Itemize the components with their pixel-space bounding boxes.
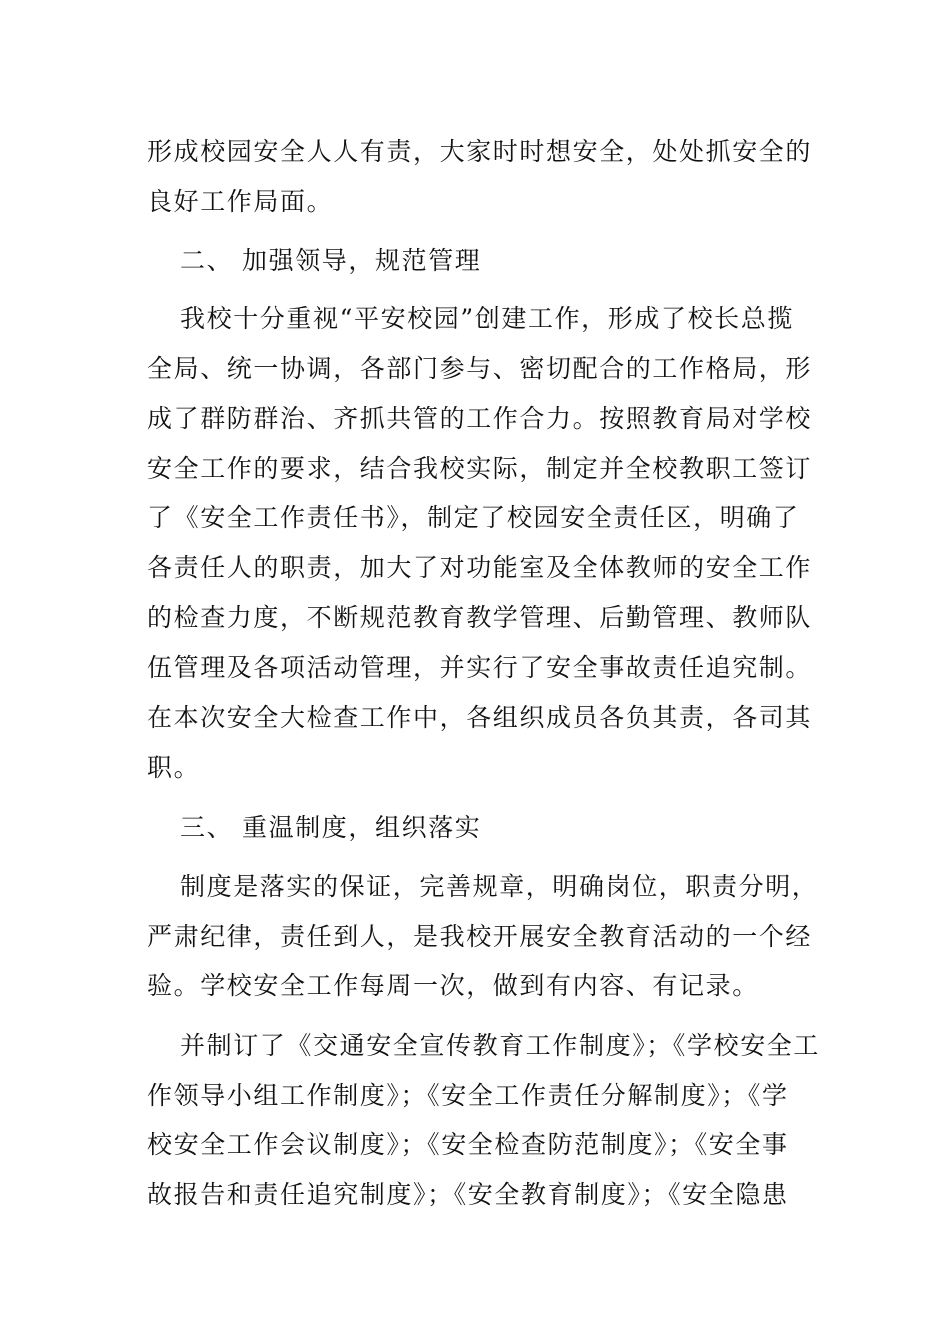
paragraph-line: 的检查力度，不断规范教育教学管理、后勤管理、教师队 — [147, 603, 813, 632]
paragraph-line: 良好工作局面。 — [147, 187, 334, 216]
paragraph-line: 并制订了《交通安全宣传教育工作制度》；《学校安全工 — [180, 1031, 821, 1060]
paragraph-line: 职。 — [147, 753, 201, 782]
paragraph-line: 严肃纪律，责任到人，是我校开展安全教育活动的一个经 — [147, 922, 813, 951]
section-heading-text: 加强领导，规范管理 — [242, 246, 482, 275]
paragraph-line: 校安全工作会议制度》；《安全检查防范制度》；《安全事 — [147, 1130, 789, 1159]
paragraph-line: 我校十分重视“平安校园”创建工作，形成了校长总揽 — [180, 304, 794, 333]
section-heading — [180, 811, 481, 845]
paragraph-line: 制度是落实的保证，完善规章，明确岗位，职责分明， — [180, 872, 819, 901]
section-heading-number: 二、 — [180, 246, 234, 275]
paragraph-line: 了《安全工作责任书》，制定了校园安全责任区，明确了 — [147, 503, 800, 532]
section-heading-number: 三、 — [180, 813, 234, 842]
section-heading — [180, 244, 481, 278]
paragraph-line: 作领导小组工作制度》；《安全工作责任分解制度》；《学 — [147, 1081, 789, 1110]
paragraph-line: 成了群防群治、齐抓共管的工作合力。按照教育局对学校 — [147, 404, 813, 433]
paragraph-line: 形成校园安全人人有责，大家时时想安全，处处抓安全的 — [147, 137, 813, 166]
paragraph-line: 各责任人的职责，加大了对功能室及全体教师的安全工作 — [147, 553, 813, 582]
paragraph-line: 故报告和责任追究制度》；《安全教育制度》；《安全隐患 — [147, 1180, 789, 1209]
paragraph-line: 在本次安全大检查工作中，各组织成员各负其责，各司其 — [147, 703, 813, 732]
paragraph-line: 伍管理及各项活动管理，并实行了安全事故责任追究制。 — [147, 653, 813, 682]
paragraph-line: 验。学校安全工作每周一次，做到有内容、有记录。 — [147, 971, 759, 1000]
paragraph-line: 全局、统一协调，各部门参与、密切配合的工作格局，形 — [147, 354, 813, 383]
section-heading-text: 重温制度，组织落实 — [242, 813, 482, 842]
paragraph-line: 安全工作的要求，结合我校实际，制定并全校教职工签订 — [147, 454, 813, 483]
